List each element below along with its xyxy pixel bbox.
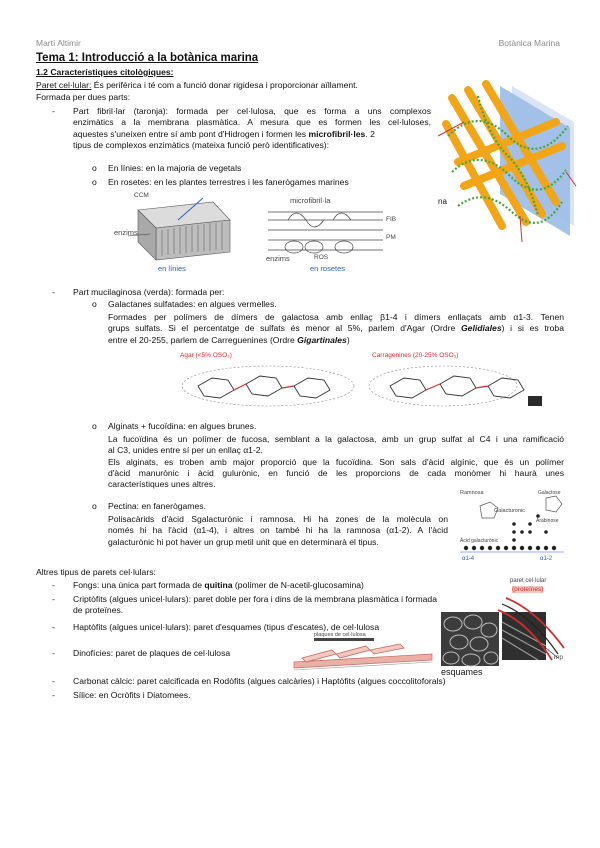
pm-label: PM xyxy=(386,234,396,241)
bullet-dash: - xyxy=(52,676,55,686)
galactanes-line2-end: ) i si es troba xyxy=(501,323,564,334)
na-label: na xyxy=(438,197,447,206)
cell-wall-3d-figure xyxy=(438,76,578,246)
bullet-dash: - xyxy=(52,580,55,590)
cell-wall-3d-drawing xyxy=(438,76,578,246)
page-title: Tema 1: Introducció a la botànica marina xyxy=(36,52,259,64)
galactanes-title: Galactanes sulfatades: en algues vermelles. xyxy=(108,299,277,309)
carragenines-label: Carragenines (20-25% OSO₃) xyxy=(372,352,459,359)
silice-line: Sílice: en Ocròfits i Diatomees. xyxy=(73,690,191,700)
fibrillar-line1: Part fibril·lar (taronja): formada per cel·lulosa, que es forma a uns complexos xyxy=(73,106,431,116)
pectina-title: Pectina: en fanerògames. xyxy=(108,501,206,511)
fongs-text: Fongs: una única part formada de xyxy=(73,580,205,590)
alginats-line4: d'àcid manurònic i àcid gulurònic, en funció de les proporcions de cada monòmer hi haurà unes xyxy=(108,467,564,478)
criptofit-diagram xyxy=(500,578,570,662)
cellulose-complex-figure xyxy=(114,190,398,276)
paret-intro-text: És perifèrica i té com a funció donar rigidesa i proporcionar aïllament. xyxy=(91,80,358,90)
paret-intro-line2: Formada per dues parts: xyxy=(36,92,131,102)
fibrillar-line3 xyxy=(73,129,431,140)
dino-plates-drawing xyxy=(292,632,434,672)
bullet-dash: - xyxy=(52,106,55,116)
criptofit-layers-drawing xyxy=(500,578,570,662)
esquames-label: esquames xyxy=(441,667,483,677)
dino-plates-label: plaques de cel·lulosa xyxy=(314,632,366,638)
scales-texture xyxy=(441,612,499,666)
galactanes-line2-text: grups sulfats. Si el percentatge de sulfats és menor al 5%, parlem d'Agar (Ordre xyxy=(108,323,461,334)
circle-bullet: o xyxy=(92,421,97,431)
rosette-complex-block xyxy=(268,212,383,253)
pectin-label-a14: α1-4 xyxy=(462,556,475,562)
fibrillar-paragraph xyxy=(73,106,431,151)
galactanes-line2 xyxy=(108,323,564,334)
galactan-structures-drawing xyxy=(178,350,550,412)
galactanes-line3-end: ) xyxy=(346,334,350,345)
bullet-dash: - xyxy=(52,287,55,297)
enzims-label: enzims xyxy=(114,228,138,237)
ros-label: ROS xyxy=(314,254,329,261)
header-subject: Botànica Marina xyxy=(498,38,560,48)
bullet-dash: - xyxy=(52,594,55,604)
dino-plates-figure xyxy=(292,632,434,672)
header-author: Martí Altimir xyxy=(36,38,81,48)
galactanes-paragraph xyxy=(108,312,564,346)
alginats-line5: característiques unes altres. xyxy=(108,479,216,490)
paret-label: Paret cel·lular: xyxy=(36,80,92,90)
pectin-label-ramnosa: Ramnosa xyxy=(460,490,484,496)
fibrillar-line3-text: aquestes s'uneixen entre sí amb pont d'Hidrogen i formen les xyxy=(73,128,309,139)
paret-intro xyxy=(36,80,358,91)
criptofits-paragraph xyxy=(73,594,437,617)
bullet-dash: - xyxy=(52,648,55,658)
fongs-text-end: (polímer de N-acetil-glucosamina) xyxy=(232,580,364,590)
alginats-line1: La fucoïdina és un polímer de fucosa, semblant a la galactosa, amb un grup sulfat al C4 i una ramificació xyxy=(108,434,564,444)
ccm-label: CCM xyxy=(134,192,149,199)
gelidiales-term: Gelidiales xyxy=(461,323,502,334)
galactan-structures-figure xyxy=(178,350,550,412)
pectina-line1: Polisacàrids d'àcid Sgalacturònic i ramnosa. Hi ha zones de la molècula on xyxy=(108,514,448,524)
altres-title: Altres tipus de parets cel·lulars: xyxy=(36,567,156,577)
en-rosetes-label: en rosetes xyxy=(310,264,346,273)
alginats-line3: Els alginats, es troben amb major proporció que la fucoïdina. Son sals d'àcid algínic, que és un polímer xyxy=(108,456,564,467)
mucilaginosa-line: Part mucilaginosa (verda): formada per: xyxy=(73,287,225,297)
haptofits-line: Haptòfits (algues unicel·lulars): paret d'esquames (tipus d'escates), de cel·lulosa xyxy=(73,622,380,632)
carbonat-line: Carbonat càlcic: paret calcificada en Rodòfits (algues calcàries) i Haptòfits (algues coccolitoforals) xyxy=(73,676,446,686)
pectina-line2: només hi ha l'àcid (α1-4), i altres on també hi ha la ramnosa (α1-2). A l'àcid xyxy=(108,525,448,536)
criptofits-line2: de proteïnes. xyxy=(73,605,124,616)
alginats-paragraph xyxy=(108,434,564,490)
fibrillar-line2: enzimàtics a la membrana plasmàtica. A mesura que es formen les cel·luloses, xyxy=(73,117,431,128)
quitina-term: quitina xyxy=(204,580,233,590)
section-heading: 1.2 Característiques citològiques: xyxy=(36,67,174,77)
fibrillar-line3-end: . 2 xyxy=(365,128,375,139)
mp-label: mp xyxy=(554,654,564,661)
circle-bullet: o xyxy=(92,299,97,309)
paret-cellular-label: paret cel·lular xyxy=(510,578,547,584)
en-linies-label: en línies xyxy=(158,264,186,273)
pectin-label-galactose: Galactose xyxy=(538,490,561,496)
galactanes-line1: Formades per polímers de dímers de galactosa amb enllaç β1-4 i dímers enllaçats amb α1-3. Tenen xyxy=(108,312,564,322)
agar-label: Agar (<5% OSO₃) xyxy=(180,352,232,359)
bullet-dash: - xyxy=(52,690,55,700)
galactanes-line3-text: entre el 20-255, parlem de Carreguenines (Ordre xyxy=(108,334,298,345)
circle-bullet: o xyxy=(92,163,97,173)
proteines-label: (proteïnes) xyxy=(512,586,544,593)
dinoficies-line: Dinofícies: paret de plaques de cel·lulosa xyxy=(73,648,231,658)
fibrillar-sub1: En línies: en la majoria de vegetals xyxy=(108,163,242,173)
pectin-label-a12: α1-2 xyxy=(540,556,553,562)
fib-label: FIB xyxy=(386,216,397,223)
circle-bullet: o xyxy=(92,501,97,511)
bullet-dash: - xyxy=(52,622,55,632)
pectin-label-arabinose: Arabinose xyxy=(536,518,559,524)
pectina-line3: galacturònic hi pot haver un grup metil unit que en determinarà el tipus. xyxy=(108,536,379,547)
gigartinales-term: Gigartinales xyxy=(297,334,347,345)
alginats-title: Alginats + fucoïdina: en algues brunes. xyxy=(108,421,257,431)
linear-complex-block xyxy=(128,198,230,260)
alginats-line2: al C3, unides entre sí per un enllaç α1-2. xyxy=(108,445,263,456)
pectina-paragraph xyxy=(108,514,448,548)
criptofits-line1: Criptòfits (algues unicel·lulars): paret doble per fora i dins de la membrana plasmàtica i formada xyxy=(73,594,437,604)
microfibrilles-term: microfibril·les xyxy=(308,128,366,139)
enzims2-label: enzims xyxy=(266,254,290,263)
microfibrilla-label: microfibril·la xyxy=(290,196,331,205)
fongs-line xyxy=(73,580,364,591)
pectin-structure-figure xyxy=(460,490,564,568)
galactanes-line3 xyxy=(108,335,564,346)
pectin-label-galacturonic: Galacturonic xyxy=(494,508,525,514)
haptofit-scales-photo xyxy=(441,612,499,666)
fibrillar-line4: tipus de complexos enzimàtics (mateixa funció però identificatives): xyxy=(73,139,330,150)
fibrillar-sub2: En rosetes: en les plantes terrestres i les fanerògames marines xyxy=(108,177,349,187)
circle-bullet: o xyxy=(92,177,97,187)
pectin-label-acid-galacturonic: Àcid galacturònic xyxy=(460,538,499,544)
